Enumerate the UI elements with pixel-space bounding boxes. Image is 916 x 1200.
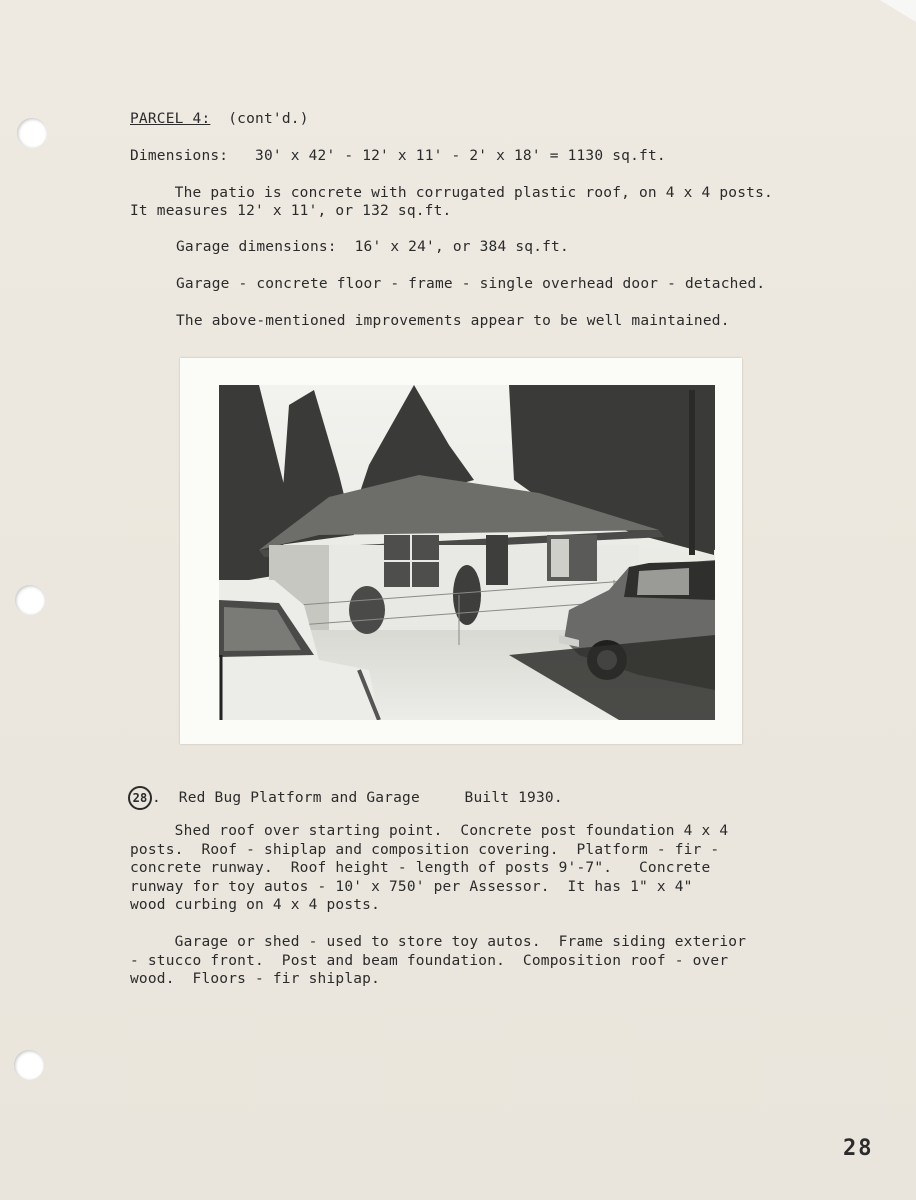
item-28-para2-line1: Garage or shed - used to store toy autos. Frame siding exterior	[130, 934, 747, 950]
maintenance-note: The above-mentioned improvements appear to be well maintained.	[176, 313, 730, 329]
parcel-continued: (cont'd.)	[228, 111, 309, 127]
parcel-heading: PARCEL 4:	[130, 111, 211, 127]
garage-description: Garage - concrete floor - frame - single overhead door - detached.	[176, 276, 766, 292]
item-28-para1-line5: wood curbing on 4 x 4 posts.	[130, 897, 381, 913]
patio-line-1: The patio is concrete with corrugated plastic roof, on 4 x 4 posts.	[130, 185, 773, 201]
item-28-para2-line3: wood. Floors - fir shiplap.	[130, 971, 381, 987]
binder-hole-bottom	[14, 1050, 44, 1080]
house-photo-illustration	[219, 385, 715, 720]
item-28-para1-line2: posts. Roof - shiplap and composition covering. Platform - fir -	[130, 841, 720, 858]
binder-hole-top	[17, 118, 47, 148]
page-number: 28	[843, 1136, 874, 1161]
item-28-para1-line3: concrete runway. Roof height - length of posts 9'-7". Concrete	[130, 860, 711, 876]
dimensions-label: Dimensions:	[130, 148, 229, 164]
torn-corner	[876, 0, 916, 22]
item-number-circle: 28	[128, 786, 152, 810]
house-photo	[219, 385, 715, 720]
item-28-para2-line2: - stucco front. Post and beam foundation. Composition roof - over	[130, 952, 729, 969]
dimensions-line	[130, 147, 666, 166]
dimensions-value: 30' x 42' - 12' x 11' - 2' x 18' = 1130 sq.ft.	[255, 148, 666, 164]
item-28-para1-line4: runway for toy autos - 10' x 750' per Assessor. It has 1" x 4"	[130, 878, 693, 895]
item-28-heading	[128, 786, 563, 810]
binder-hole-middle	[15, 585, 45, 615]
item-28-title: . Red Bug Platform and Garage Built 1930.	[152, 790, 563, 806]
item-28-para1-line1: Shed roof over starting point. Concrete post foundation 4 x 4	[130, 823, 729, 839]
garage-dimensions: Garage dimensions: 16' x 24', or 384 sq.ft.	[176, 239, 569, 255]
parcel-heading-line	[130, 110, 309, 129]
patio-line-2: It measures 12' x 11', or 132 sq.ft.	[130, 203, 452, 219]
